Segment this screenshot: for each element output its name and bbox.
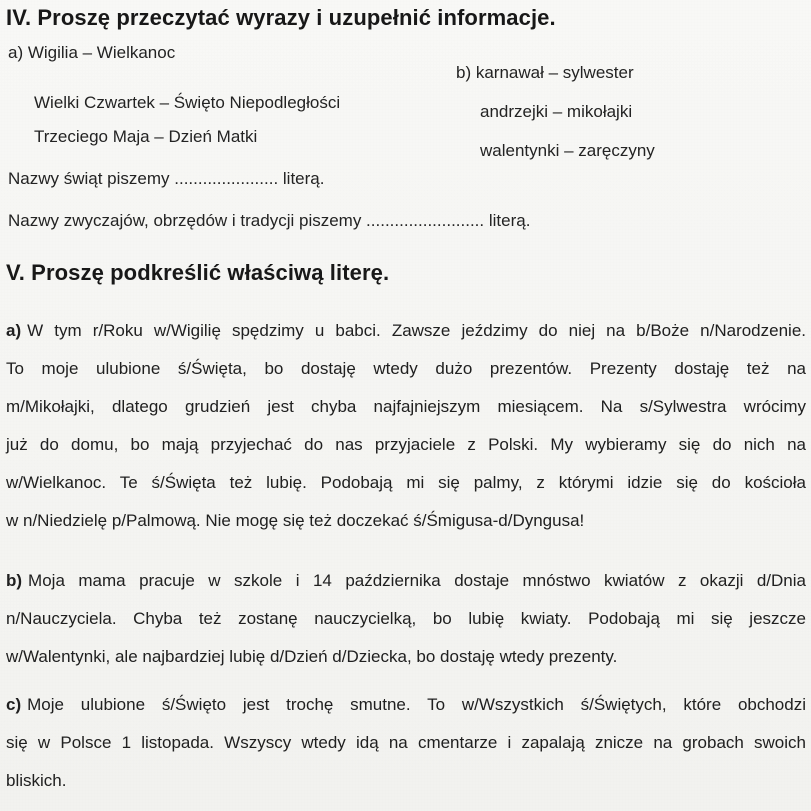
- paragraph-a-line-5: w/Wielkanoc. Te ś/Święta też lubię. Podobają mi się palmy, z którymi idzie się do kościoła: [6, 473, 806, 492]
- paragraph-b: [6, 562, 806, 676]
- section-iv-title: IV. Proszę przeczytać wyrazy i uzupełnić informacje.: [6, 5, 556, 30]
- section-v-title: V. Proszę podkreślić właściwą literę.: [6, 260, 390, 285]
- group-a-line-3: Trzeciego Maja – Dzień Matki: [34, 127, 258, 146]
- paragraph-b-line-2: n/Nauczyciela. Chyba też zostanę nauczycielką, bo lubię kwiaty. Podobają mi się jeszcze: [6, 609, 806, 628]
- paragraph-b-line-1: [6, 562, 806, 600]
- paragraph-c-label: c): [6, 695, 22, 714]
- paragraph-a-line-1: [6, 312, 806, 350]
- group-b-line-1: b) karnawał – sylwester: [456, 63, 634, 82]
- paragraph-a-line-2: To moje ulubione ś/Święta, bo dostaję wtedy dużo prezentów. Prezenty dostaję też na: [6, 359, 806, 378]
- paragraph-b-line-1-text: Moja mama pracuje w szkole i 14 października dostaje mnóstwo kwiatów z okazji d/Dnia: [28, 571, 806, 590]
- group-b-line-2: andrzejki – mikołajki: [480, 102, 633, 121]
- paragraph-c-line-1: [6, 686, 806, 724]
- fill-in-line-2: Nazwy zwyczajów, obrzędów i tradycji piszemy ......................... literą.: [8, 211, 531, 230]
- paragraph-a-line-6: w n/Niedzielę p/Palmową. Nie mogę się też doczekać ś/Śmigusa-d/Dyngusa!: [6, 511, 585, 530]
- paragraph-b-label: b): [6, 571, 23, 590]
- paragraph-a-label: a): [6, 321, 22, 340]
- group-a-line-1: a) Wigilia – Wielkanoc: [8, 43, 176, 62]
- paragraph-a-line-4: już do domu, bo mają przyjechać do nas przyjaciele z Polski. My wybieramy się do nich na: [6, 435, 806, 454]
- fill-in-line-1: Nazwy świąt piszemy ...................... literą.: [8, 169, 325, 188]
- group-b-line-3: walentynki – zaręczyny: [480, 141, 655, 160]
- paragraph-a: [6, 312, 806, 540]
- paragraph-c: [6, 686, 806, 800]
- paragraph-b-line-3: w/Walentynki, ale najbardziej lubię d/Dzień d/Dziecka, bo dostaję wtedy prezenty.: [6, 647, 618, 666]
- paragraph-a-line-1-text: W tym r/Roku w/Wigilię spędzimy u babci. Zawsze jeździmy do niej na b/Boże n/Narodzenie.: [27, 321, 806, 340]
- paragraph-c-line-1-text: Moje ulubione ś/Święto jest trochę smutne. To w/Wszystkich ś/Świętych, które obchodzi: [27, 695, 806, 714]
- paragraph-c-line-3: bliskich.: [6, 771, 67, 790]
- paragraph-c-line-2: się w Polsce 1 listopada. Wszyscy wtedy idą na cmentarze i zapalają znicze na grobach swoich: [6, 733, 806, 752]
- paragraph-a-line-3: m/Mikołajki, dlatego grudzień jest chyba najfajniejszym miesiącem. Na s/Sylwestra wrócimy: [6, 397, 806, 416]
- group-a-line-2: Wielki Czwartek – Święto Niepodległości: [34, 93, 341, 112]
